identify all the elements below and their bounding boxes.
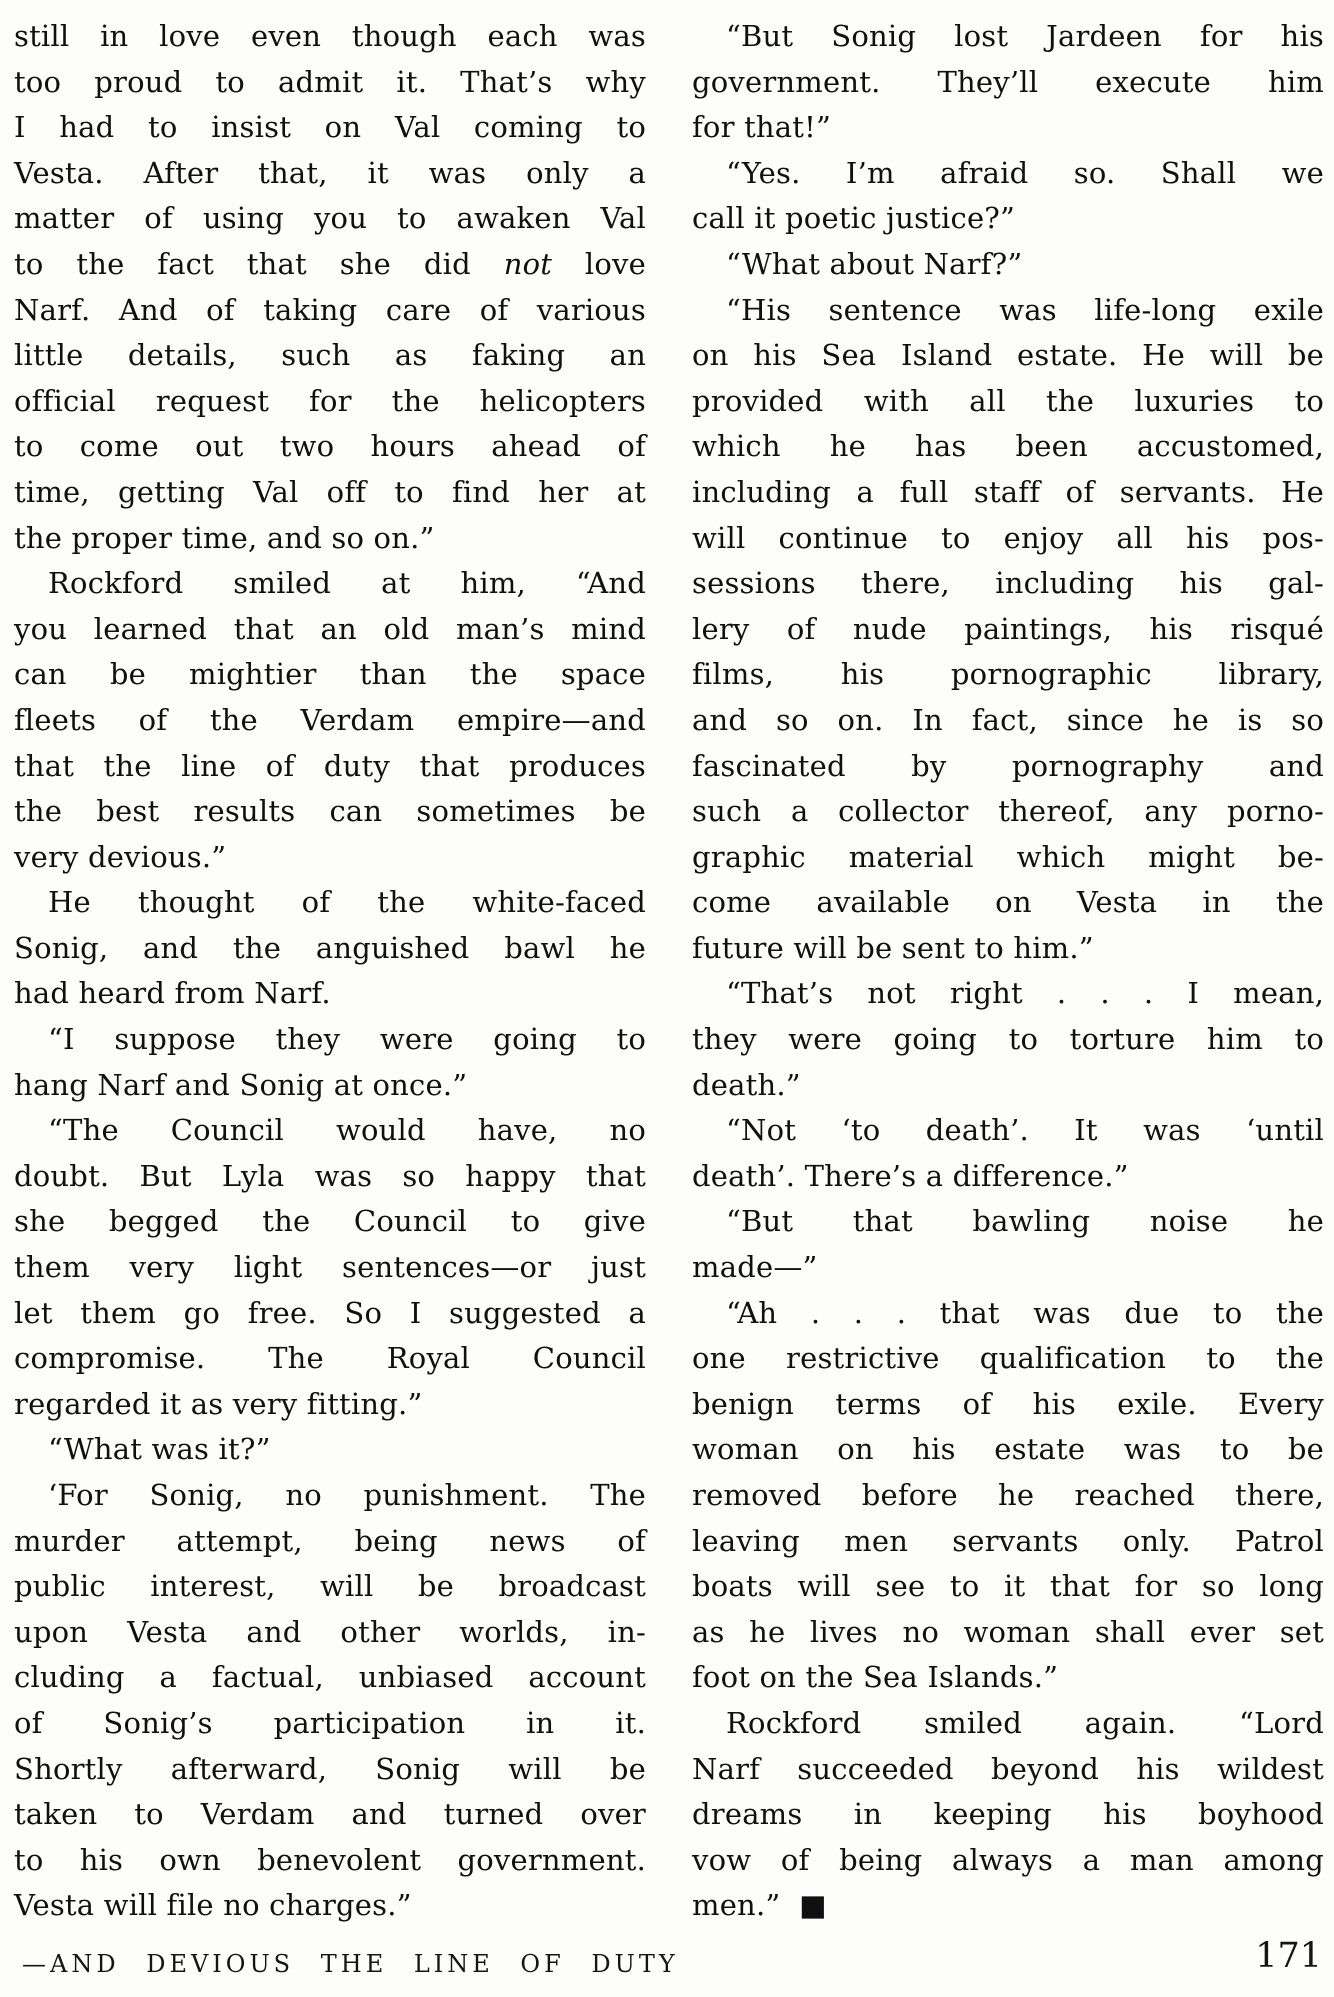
text-segment: Shortly afterward, Sonig will be	[14, 1751, 646, 1786]
text-segment: little details, such as faking an	[14, 338, 646, 373]
text-segment: “But that bawling noise he	[726, 1204, 1324, 1239]
text-line	[692, 744, 1324, 790]
text-segment: them very light sentences—or just	[14, 1250, 646, 1285]
text-line	[692, 1519, 1324, 1565]
right-column	[692, 14, 1324, 1929]
text-segment: death’. There’s a difference.”	[692, 1158, 1129, 1193]
text-line	[14, 516, 646, 562]
text-segment: “What about Narf?”	[726, 246, 1023, 281]
text-segment: graphic material which might be-	[692, 839, 1324, 874]
text-segment: had heard from Narf.	[14, 976, 331, 1011]
text-segment: ‘For Sonig, no punishment. The	[48, 1478, 646, 1512]
text-line	[14, 242, 646, 288]
text-line	[14, 14, 646, 60]
text-line	[692, 652, 1324, 698]
text-segment: hang Narf and Sonig at once.”	[14, 1067, 468, 1102]
text-segment: films, his pornographic library,	[692, 657, 1324, 692]
text-line	[14, 1473, 646, 1519]
text-line	[14, 1154, 646, 1200]
text-segment: “But Sonig lost Jardeen for his	[726, 19, 1324, 53]
text-segment: woman on his estate was to be	[692, 1432, 1324, 1467]
text-line	[14, 288, 646, 334]
text-segment: the best results can sometimes be	[14, 794, 646, 829]
text-line	[692, 1199, 1324, 1245]
text-segment: as he lives no woman shall ever set	[692, 1614, 1324, 1649]
text-line	[14, 1838, 646, 1884]
text-segment: you learned that an old man’s mind	[14, 611, 646, 646]
text-line	[14, 424, 646, 470]
text-segment: to his own benevolent government.	[14, 1842, 646, 1877]
text-segment: to the fact that she did	[14, 246, 504, 281]
text-line	[14, 561, 646, 607]
text-segment: call it poetic justice?”	[692, 201, 1016, 236]
text-segment: such a collector thereof, any porno-	[692, 794, 1324, 829]
italic-text: not	[503, 246, 553, 281]
text-line	[692, 1427, 1324, 1473]
text-segment: public interest, will be broadcast	[14, 1569, 646, 1604]
text-line	[14, 698, 646, 744]
text-line	[14, 470, 646, 516]
running-title: —AND DEVIOUS THE LINE OF DUTY	[22, 1950, 679, 1978]
text-segment: matter of using you to awaken Val	[14, 201, 646, 236]
text-segment: of Sonig’s participation in it.	[14, 1705, 646, 1740]
text-segment: foot on the Sea Islands.”	[692, 1660, 1059, 1695]
text-line	[692, 151, 1324, 197]
text-line	[14, 1063, 646, 1109]
text-line	[692, 698, 1324, 744]
text-line	[692, 1291, 1324, 1337]
text-segment: she begged the Council to give	[14, 1204, 646, 1239]
text-segment: compromise. The Royal Council	[14, 1341, 646, 1376]
text-segment: lery of nude paintings, his risqué	[692, 611, 1324, 646]
text-line	[692, 1017, 1324, 1063]
text-line	[14, 789, 646, 835]
text-line	[14, 60, 646, 106]
text-line	[692, 1108, 1324, 1154]
text-segment: dreams in keeping his boyhood	[692, 1797, 1324, 1832]
text-segment: that the line of duty that produces	[14, 748, 646, 783]
text-segment: cluding a factual, unbiased account	[14, 1660, 646, 1695]
text-segment: taken to Verdam and turned over	[14, 1797, 646, 1832]
text-segment: “Ah . . . that was due to the	[726, 1295, 1324, 1330]
text-line	[14, 1564, 646, 1610]
text-segment: including a full staff of servants. He	[692, 474, 1324, 509]
text-segment: love	[552, 246, 647, 281]
text-line	[14, 607, 646, 653]
text-segment: removed before he reached there,	[692, 1478, 1324, 1512]
text-segment: made—”	[692, 1250, 818, 1285]
text-line	[692, 60, 1324, 106]
text-segment: leaving men servants only. Patrol	[692, 1523, 1324, 1558]
text-segment: future will be sent to him.”	[692, 930, 1094, 965]
text-segment: “His sentence was life-long exile	[726, 292, 1324, 327]
text-line	[692, 1701, 1324, 1747]
text-line	[692, 1564, 1324, 1610]
text-segment: regarded it as very fitting.”	[14, 1386, 423, 1421]
text-line	[14, 196, 646, 242]
text-segment: to come out two hours ahead of	[14, 429, 646, 464]
text-line	[14, 1245, 646, 1291]
text-segment: Rockford smiled at him, “And	[48, 566, 646, 601]
text-segment: “What was it?”	[48, 1432, 271, 1467]
text-segment: men.” ■	[692, 1888, 827, 1923]
text-segment: “I suppose they were going to	[48, 1022, 646, 1057]
text-line	[14, 105, 646, 151]
text-columns	[14, 14, 1324, 1929]
text-segment: too proud to admit it. That’s why	[14, 64, 646, 99]
text-line	[14, 1655, 646, 1701]
text-segment: Vesta. After that, it was only a	[14, 155, 646, 190]
text-line	[692, 607, 1324, 653]
text-line	[692, 424, 1324, 470]
text-line	[14, 744, 646, 790]
text-line	[692, 1245, 1324, 1291]
text-line	[692, 1838, 1324, 1884]
text-segment: Vesta will file no charges.”	[14, 1888, 412, 1923]
text-segment: doubt. But Lyla was so happy that	[14, 1158, 646, 1193]
text-line	[692, 379, 1324, 425]
text-line	[14, 379, 646, 425]
page-number: 171	[1255, 1936, 1322, 1976]
text-segment: Narf. And of taking care of various	[14, 292, 646, 327]
text-segment: boats will see to it that for so long	[692, 1569, 1324, 1604]
text-segment: provided with all the luxuries to	[692, 383, 1324, 418]
text-segment: “Yes. I’m afraid so. Shall we	[726, 155, 1324, 190]
text-line	[692, 333, 1324, 379]
text-segment: “The Council would have, no	[48, 1113, 646, 1148]
text-line	[14, 1291, 646, 1337]
text-segment: and so on. In fact, since he is so	[692, 702, 1324, 737]
text-line	[692, 288, 1324, 334]
text-line	[14, 652, 646, 698]
text-line	[692, 1883, 1324, 1929]
text-segment: will continue to enjoy all his pos-	[692, 520, 1324, 555]
text-line	[692, 971, 1324, 1017]
text-line	[14, 1199, 646, 1245]
text-line	[14, 1610, 646, 1656]
text-line	[14, 333, 646, 379]
text-line	[14, 1701, 646, 1747]
text-segment: He thought of the white-faced	[48, 885, 646, 920]
text-segment: government. They’ll execute him	[692, 64, 1324, 99]
text-segment: they were going to torture him to	[692, 1022, 1324, 1057]
text-line	[14, 1336, 646, 1382]
text-line	[692, 1154, 1324, 1200]
text-segment: Sonig, and the anguished bawl he	[14, 930, 646, 965]
text-segment: on his Sea Island estate. He will be	[692, 338, 1324, 373]
text-segment: I had to insist on Val coming to	[14, 110, 646, 145]
text-segment: can be mightier than the space	[14, 657, 646, 692]
text-segment: vow of being always a man among	[692, 1842, 1324, 1877]
text-line	[692, 1382, 1324, 1428]
text-line	[692, 789, 1324, 835]
text-segment: death.”	[692, 1067, 801, 1102]
text-segment: very devious.”	[14, 839, 227, 874]
text-line	[692, 1336, 1324, 1382]
text-segment: let them go free. So I suggested a	[14, 1295, 646, 1330]
text-segment: official request for the helicopters	[14, 383, 646, 418]
text-line	[692, 196, 1324, 242]
text-line	[692, 1655, 1324, 1701]
text-line	[14, 1382, 646, 1428]
text-line	[692, 242, 1324, 288]
text-segment: upon Vesta and other worlds, in-	[14, 1614, 646, 1649]
text-segment: Rockford smiled again. “Lord	[726, 1705, 1324, 1740]
left-column	[14, 14, 646, 1929]
text-line	[14, 1883, 646, 1929]
text-segment: come available on Vesta in the	[692, 885, 1324, 920]
text-line	[14, 1108, 646, 1154]
text-line	[14, 1017, 646, 1063]
text-line	[692, 561, 1324, 607]
text-line	[692, 14, 1324, 60]
text-line	[692, 1747, 1324, 1793]
text-line	[14, 1427, 646, 1473]
text-line	[14, 971, 646, 1017]
text-segment: murder attempt, being news of	[14, 1523, 646, 1558]
text-segment: for that!”	[692, 110, 832, 145]
text-line	[692, 105, 1324, 151]
text-line	[14, 926, 646, 972]
text-segment: Narf succeeded beyond his wildest	[692, 1751, 1324, 1786]
text-line	[692, 1610, 1324, 1656]
text-line	[14, 835, 646, 881]
text-line	[692, 470, 1324, 516]
text-segment: one restrictive qualification to the	[692, 1341, 1324, 1376]
text-segment: time, getting Val off to find her at	[14, 474, 646, 509]
text-line	[692, 1473, 1324, 1519]
text-line	[14, 1519, 646, 1565]
text-line	[692, 880, 1324, 926]
text-segment: fleets of the Verdam empire—and	[14, 702, 646, 737]
text-line	[692, 516, 1324, 562]
text-segment: the proper time, and so on.”	[14, 520, 435, 555]
text-line	[14, 1747, 646, 1793]
text-line	[14, 1792, 646, 1838]
text-line	[692, 1792, 1324, 1838]
text-line	[692, 926, 1324, 972]
text-line	[14, 880, 646, 926]
text-segment: “Not ‘to death’. It was ‘until	[726, 1113, 1324, 1148]
text-segment: “That’s not right . . . I mean,	[726, 976, 1324, 1011]
text-line	[692, 1063, 1324, 1109]
text-line	[14, 151, 646, 197]
text-segment: benign terms of his exile. Every	[692, 1386, 1324, 1421]
footer	[14, 1936, 1324, 1988]
text-segment: sessions there, including his gal-	[692, 566, 1324, 601]
text-line	[692, 835, 1324, 881]
text-segment: which he has been accustomed,	[692, 429, 1324, 464]
text-segment: fascinated by pornography and	[692, 748, 1324, 783]
text-segment: still in love even though each was	[14, 19, 646, 53]
